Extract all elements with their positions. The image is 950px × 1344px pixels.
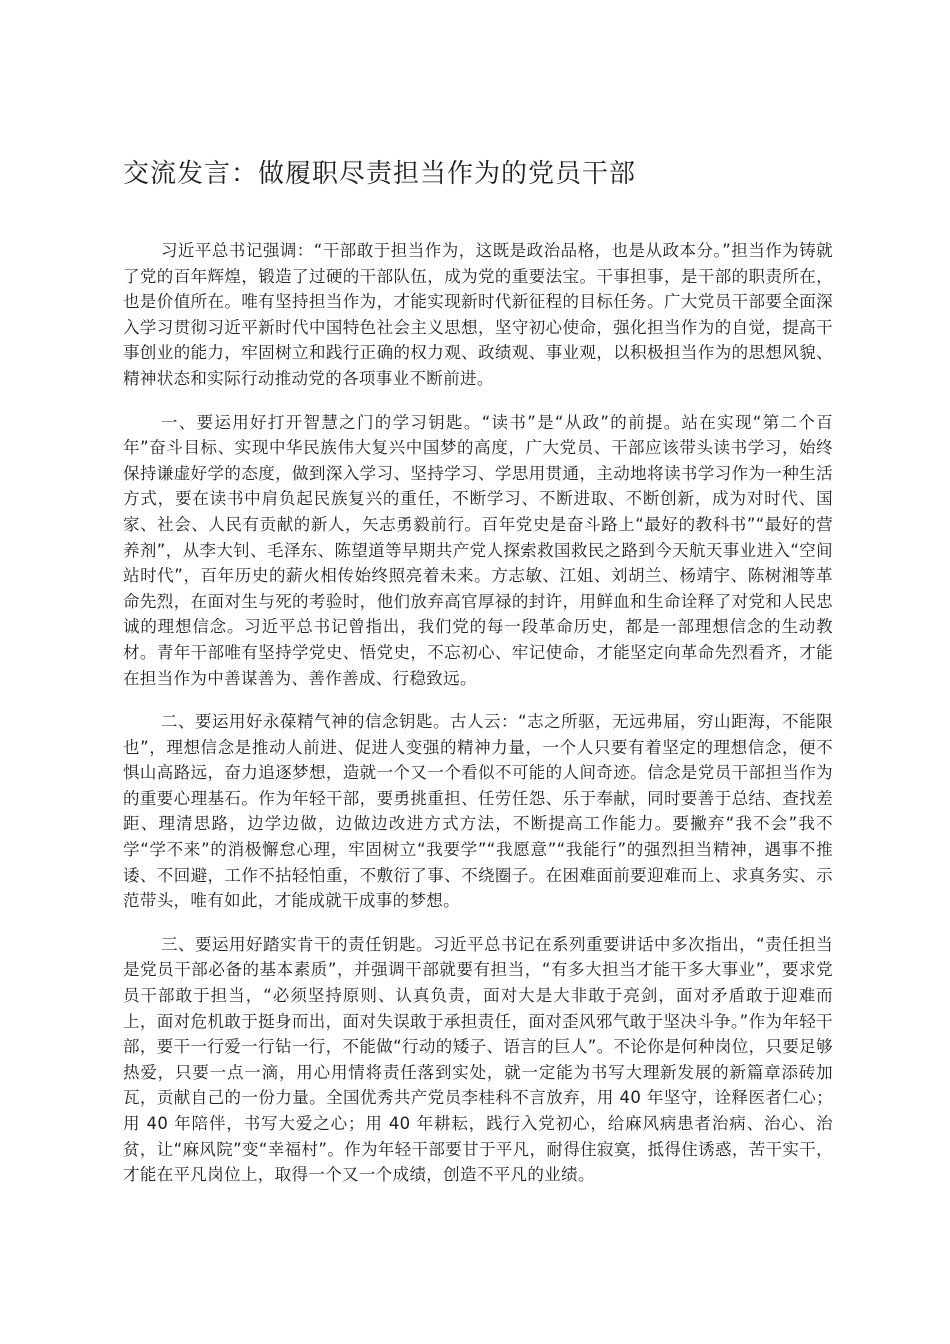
document-title: 交流发言：做履职尽责担当作为的党员干部 xyxy=(123,159,637,189)
intro-paragraph: 习近平总书记强调：“干部敢于担当作为，这既是政治品格，也是从政本分。”担当作为铸就了党的百年辉煌，锻造了过硬的干部队伍，成为党的重要法宝。干事担事，是干部的职责所在，也是价值所在。唯有坚持担当作为，才能实现新时代新征程的目标任务。广大党员干部要全面深入学习贯彻习近平新时代中国特色社会主义思想，坚守初心使命，强化担当作为的自觉，提高干事创业的能力，牢固树立和践行正确的权力观、政绩观、事业观，以积极担当作为的思想风貌、精神状态和实际行动推动党的各项事业不断前进。 xyxy=(123,241,833,388)
section-three-paragraph: 三、要运用好踏实肯干的责任钥匙。习近平总书记在系列重要讲话中多次指出，“责任担当是党员干部必备的基本素质”，并强调干部就要有担当，“有多大担当才能干多大事业”，要求党员干部敢于担当，“必须坚持原则、认真负责，面对大是大非敢于亮剑，面对矛盾敢于迎难而上，面对危机敢于挺身而出，面对失误敢于承担责任，面对歪风邪气敢于坚决斗争。”作为年轻干部，要干一行爱一行钻一行，不能做“行动的矮子、语言的巨人”。不论你是何种岗位，只要足够热爱，只要一点一滴，用心用情将责任落到实处，就一定能为书写大理新发展的新篇章添砖加瓦，贡献自己的一份力量。全国优秀共产党员李桂科不言放弃，用 40 年坚守，诠释医者仁心；用 40 年陪伴，书写大爱之心；用 40 年耕耘，践行入党初心，给麻风病患者治病、治心、治贫，让“麻风院”变“幸福村”。作为年轻干部要甘于平凡，耐得住寂寞，抵得住诱惑，苦干实干，才能在平凡岗位上，取得一个又一个成绩，创造不平凡的业绩。 xyxy=(123,934,833,1185)
document-body xyxy=(123,238,833,1206)
section-two-paragraph: 二、要运用好永葆精气神的信念钥匙。古人云：“志之所驱，无远弗届，穷山距海，不能限也”，理想信念是推动人前进、促进人变强的精神力量，一个人只要有着坚定的理想信念，便不惧山高路远，奋力追逐梦想，造就一个又一个看似不可能的人间奇迹。信念是党员干部担当作为的重要心理基石。作为年轻干部，要勇挑重担、任劳任怨、乐于奉献，同时要善于总结、查找差距、理清思路，边学边做，边做边改进方式方法，不断提高工作能力。要撇弃“我不会”我不学“学不来”的消极懈怠心理，牢固树立“我要学”“我愿意”“我能行”的强烈担当精神，遇事不推诿、不回避，工作不拈轻怕重，不敷衍了事、不绕圈子。在困难面前要迎难而上、求真务实、示范带头，唯有如此，才能成就干成事的梦想。 xyxy=(123,712,833,911)
section-one-paragraph: 一、要运用好打开智慧之门的学习钥匙。“读书”是“从政”的前提。站在实现“第二个百年”奋斗目标、实现中华民族伟大复兴中国梦的高度，广大党员、干部应该带头读书学习，始终保持谦虚好学的态度，做到深入学习、坚持学习、学思用贯通，主动地将读书学习作为一种生活方式，要在读书中肩负起民族复兴的重任，不断学习、不断进取、不断创新，成为对时代、国家、社会、人民有贡献的新人，矢志勇毅前行。百年党史是奋斗路上“最好的教科书”“最好的营养剂”，从李大钊、毛泽东、陈望道等早期共产党人探索救国救民之路到今天航天事业进入“空间站时代”，百年历史的薪火相传始终照亮着未来。方志敏、江姐、刘胡兰、杨靖宇、陈树湘等革命先烈，在面对生与死的考验时，他们放弃高官厚禄的封许，用鲜血和生命诠释了对党和人民忠诚的理想信念。习近平总书记曾指出，我们党的每一段革命历史，都是一部理想信念的生动教材。青年干部唯有坚持学党史、悟党史，不忘初心、牢记使命，才能坚定向革命先烈看齐，才能在担当作为中善谋善为、善作善成、行稳致远。 xyxy=(123,412,833,688)
